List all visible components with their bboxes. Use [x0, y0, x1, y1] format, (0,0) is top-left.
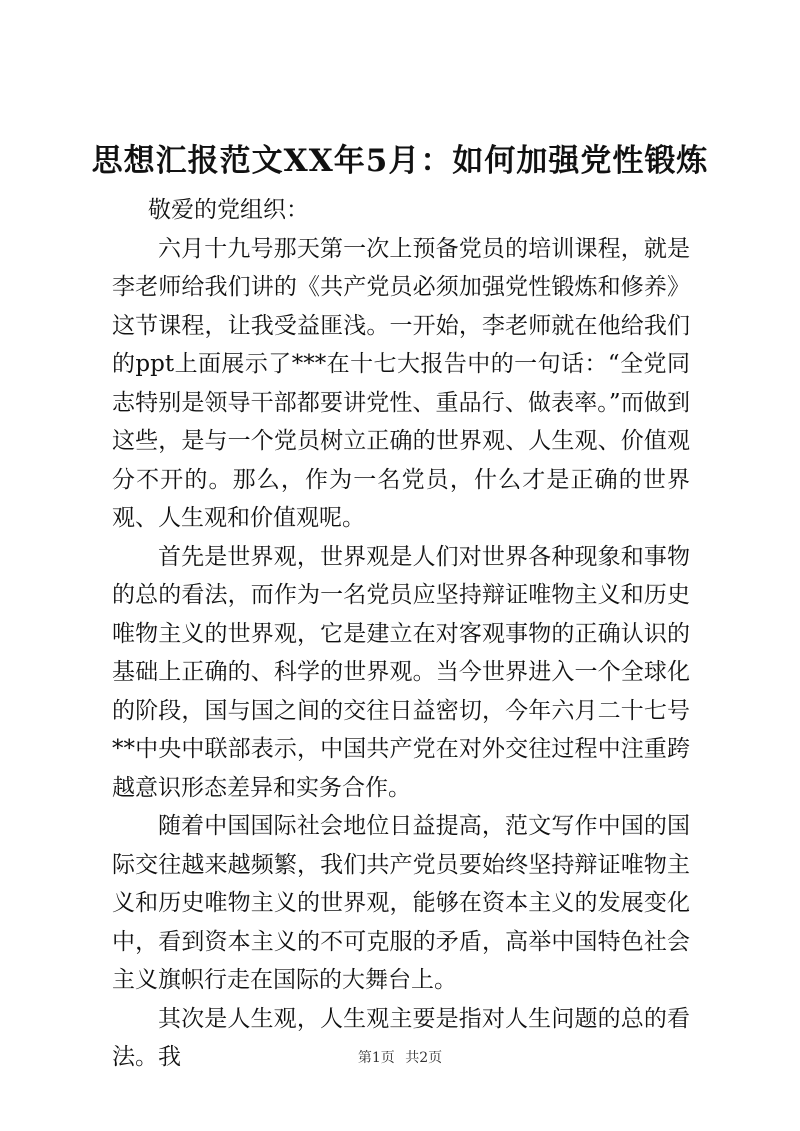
- paragraph-4: 其次是人生观，人生观主要是指对人生问题的总的看法。我: [112, 1005, 690, 1070]
- salutation: 敬爱的党组织：: [148, 197, 309, 223]
- paragraph-3: 随着中国国际社会地位日益提高，范文写作中国的国际交往越来越频繁，我们共产党员要始终坚持辩证唯物主义和历史唯物主义的世界观，能够在资本主义的发展变化中，看到资本主义的不可克服的矛盾，高举中国特色社会主义旗帜行走在国际的大舞台上。: [112, 813, 690, 993]
- document-body: [112, 191, 690, 1077]
- paragraph-1: 六月十九号那天第一次上预备党员的培训课程，就是李老师给我们讲的《共产党员必须加强党性锻炼和修养》这节课程，让我受益匪浅。一开始，李老师就在他给我们的ppt上面展示了***在十七大报告中的一句话：“全党同志特别是领导干部都要讲党性、重品行、做表率。”而做到这些，是与一个党员树立正确的世界观、人生观、价值观分不开的。那么，作为一名党员，什么才是正确的世界观、人生观和价值观呢。: [112, 235, 690, 531]
- paragraph-2: 首先是世界观，世界观是人们对世界各种现象和事物的总的看法，而作为一名党员应坚持辩证唯物主义和历史唯物主义的世界观，它是建立在对客观事物的正确认识的基础上正确的、科学的世界观。当今世界进入一个全球化的阶段，国与国之间的交往日益密切，今年六月二十七号**中央中联部表示，中国共产党在对外交往过程中注重跨越意识形态差异和实务合作。: [112, 543, 690, 801]
- page-number: 第1页: [357, 1050, 395, 1066]
- page-footer: [0, 1048, 800, 1068]
- total-pages: 共2页: [405, 1050, 443, 1066]
- document-title: 思想汇报范文XX年5月：如何加强党性锻炼: [91, 143, 709, 179]
